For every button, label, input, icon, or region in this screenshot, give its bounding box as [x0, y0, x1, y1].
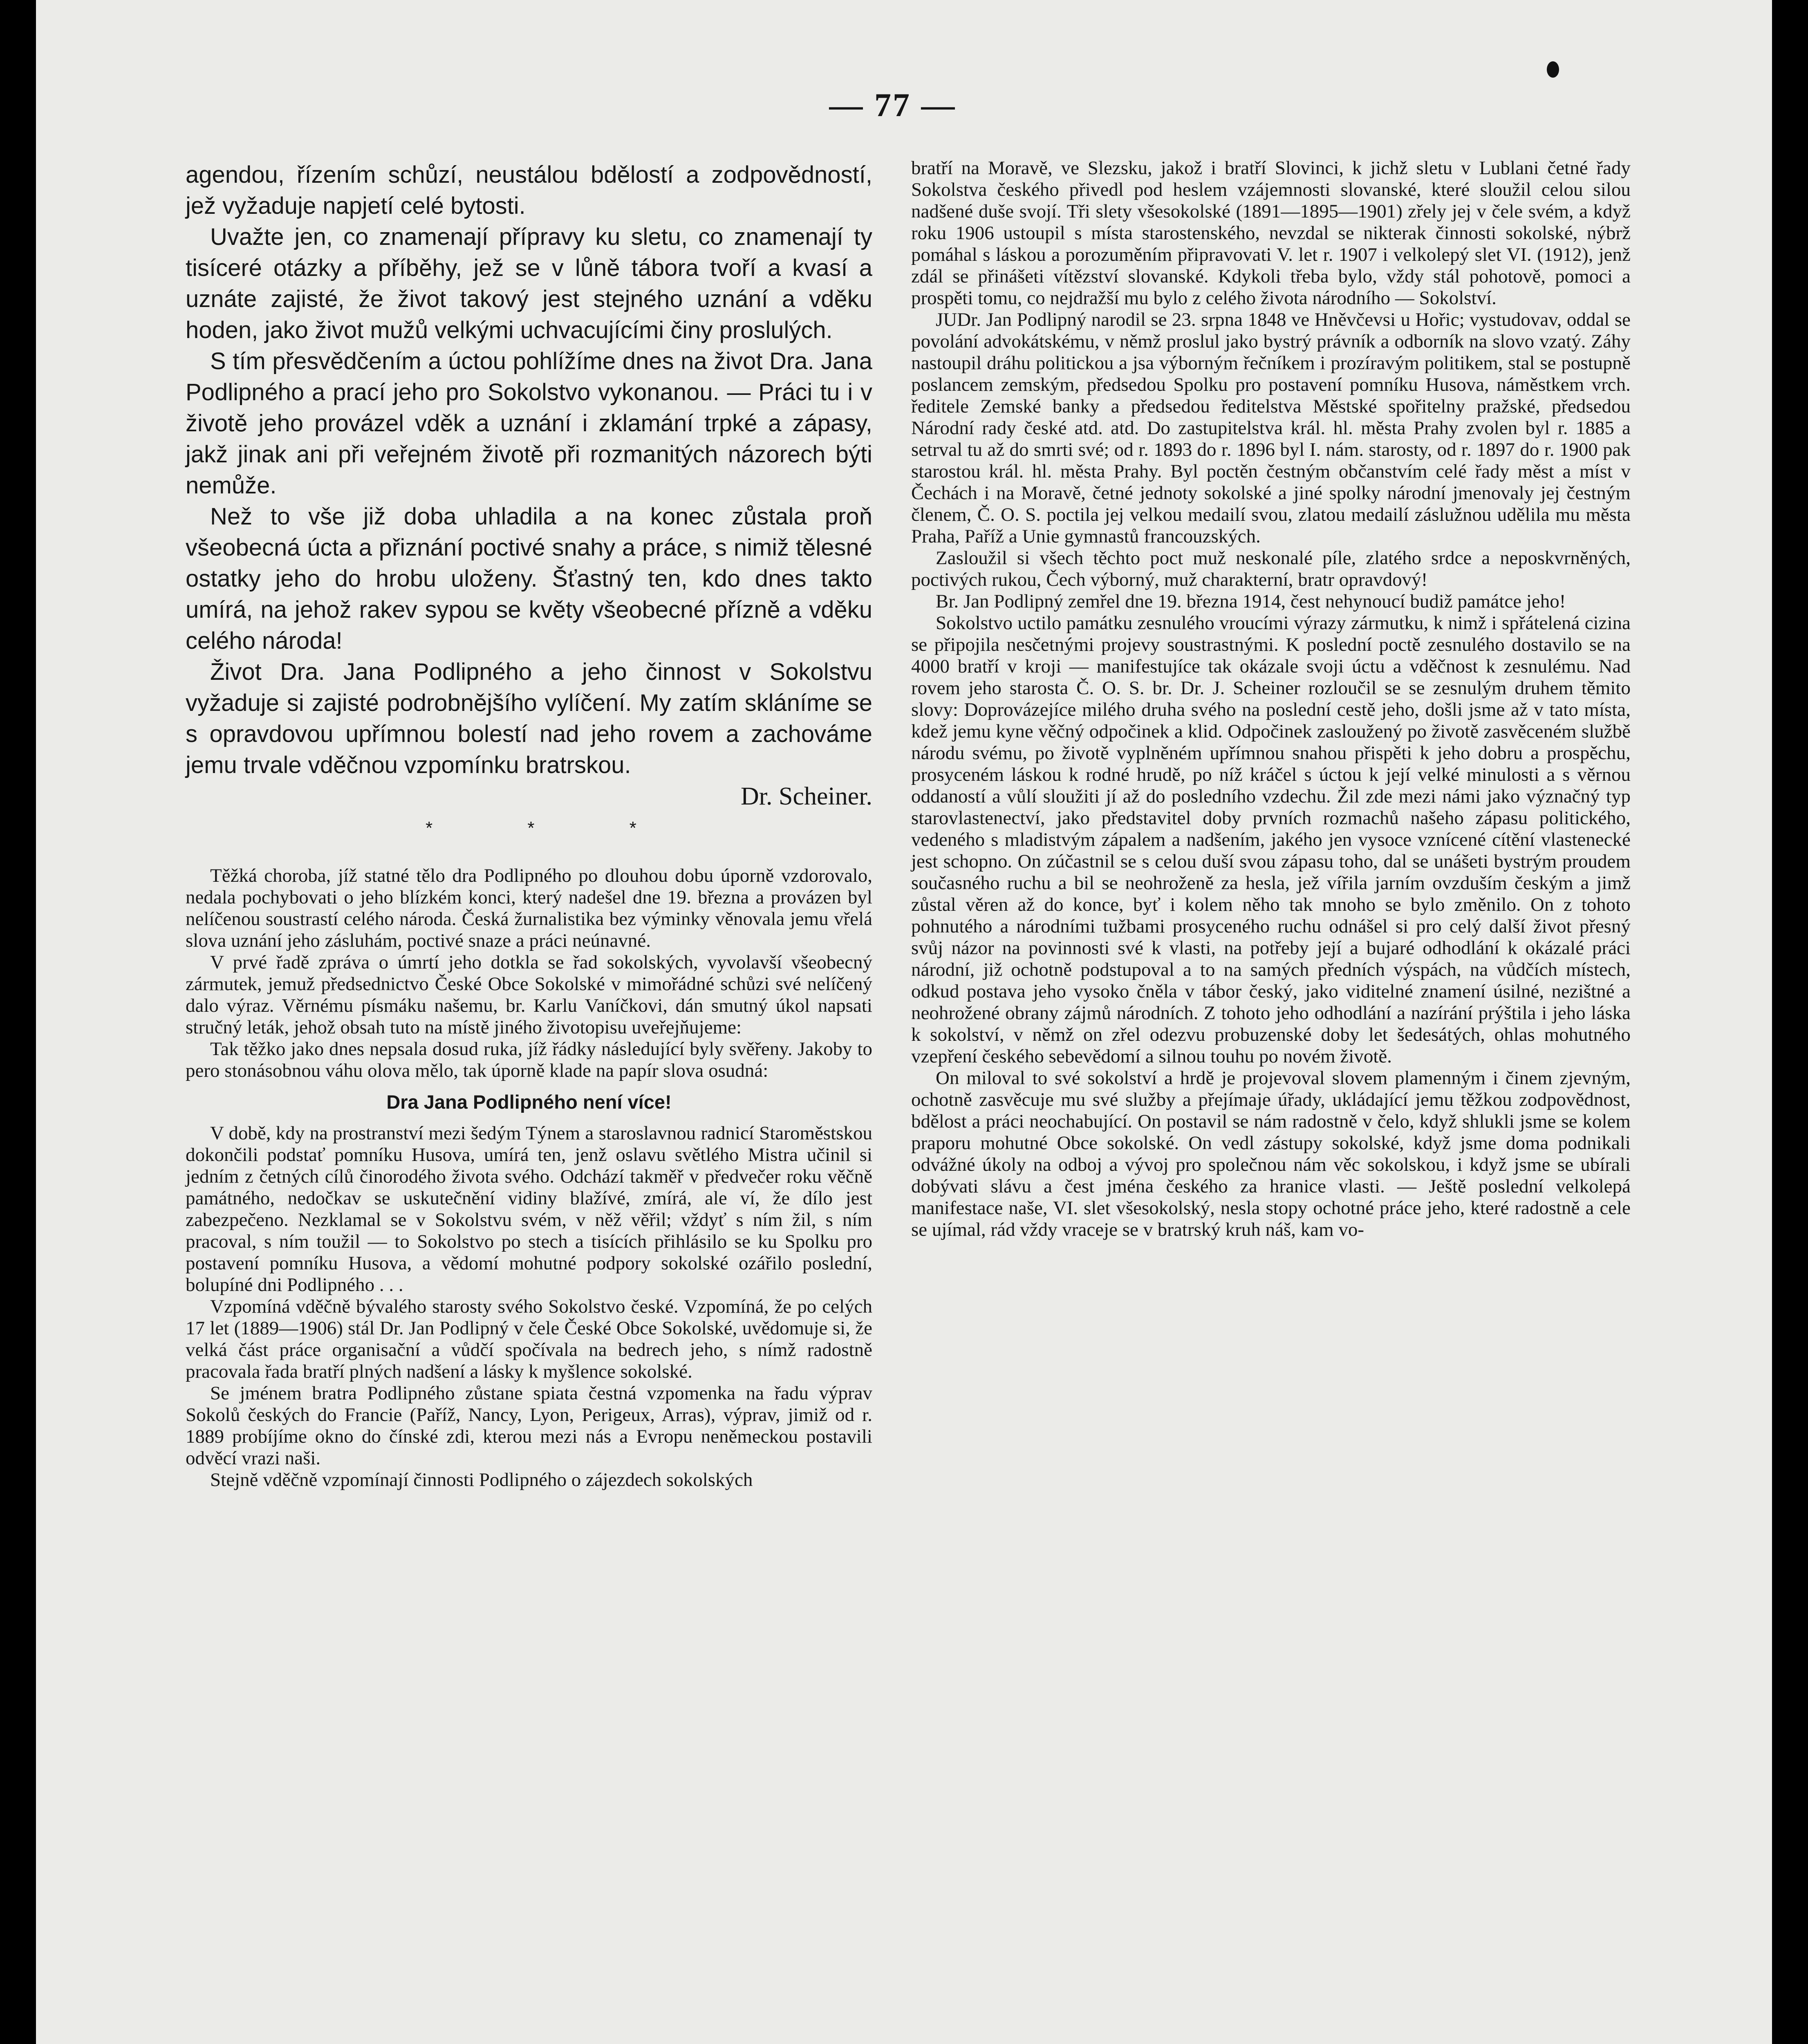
right-paragraph-6: On miloval to své sokolství a hrdě je projevoval slovem plamenným i činem zjevným, ochotně zasvěcuje mu své služby a přejímaje úřady, ukládající jemu těžkou zodpovědnost, bdělost a práci neochabující. On postavil se nám radostně v čelo, když shlukli jsme se kolem praporu mohutné Obce sokolské. On vedl zástupy sokolské, když jsme doma podnikali odvážné úkoly na odboj a vývoj pro společnou nám věc sokolskou, i když jsme se ubírali dobývati slávu a čest jména českého za hranice vlasti. — Ještě poslední velkolepá manifestace naše, VI. slet všesokolský, nesla stopy ochotné práce jeho, které radostně a cele se ujímal, rád vždy vraceje se v bratrský kruh náš, kam vo-: [911, 1067, 1631, 1240]
signature: Dr. Scheiner.: [741, 782, 872, 810]
section-heading: Dra Jana Podlipného není více!: [386, 1091, 672, 1113]
intro-paragraph-1: agendou, řízením schůzí, neustálou bdělostí a zodpovědností, jež vyžaduje napjetí celé bytosti.: [186, 161, 872, 219]
intro-paragraph-4: Než to vše již doba uhladila a na konec zůstala proň všeobecná úcta a přiznání poctivé snahy a práce, s nimiž tělesné ostatky jeho do hrobu uloženy. Šťastný ten, kdo dnes takto umírá, na jehož rakev sypou se květy všeobecné přízně a vděku celého národa!: [186, 503, 872, 654]
body-paragraph-3: Tak těžko jako dnes nepsala dosud ruka, jíž řádky následující byly svěřeny. Jakoby to pero stonásobnou váhu olova mělo, tak úporně klade na papír slova osudná:: [186, 1038, 872, 1081]
body-paragraph-6: Se jménem bratra Podlipného zůstane spiata čestná vzpomenka na řadu výprav Sokolů českých do Francie (Paříž, Nancy, Lyon, Perigeux, Arras), výprav, jimiž od r. 1889 probíjíme okno do čínské zdi, kterou mezi nás a Evropu neněmeckou postavili odvěcí vrazi naši.: [186, 1383, 872, 1469]
body-paragraph-7: Stejně vděčně vzpomínají činnosti Podlipného o zájezdech sokolských: [210, 1469, 753, 1490]
right-paragraph-1: bratří na Moravě, ve Slezsku, jakož i bratří Slovinci, k jichž sletu v Lublani četné řady Sokolstva českého přivedl pod heslem vzájemnosti slovanské, které sloužil celou silou nadšené duše svojí. Tři slety všesokolské (1891—1895—1901) zřely jej v čele svém, a když roku 1906 ustoupil s místa starostenského, nevzdal se nikterak činnosti sokolské, nýbrž pomáhal s láskou a porozuměním připravovati V. let r. 1907 i velkolepý slet VI. (1912), jenž zdál se přinášeti vítězství slovanské. Kdykoli třeba bylo, vždy stál pohotově, pomoci a prospěti tomu, co nejdražší mu bylo z celého života národního — Sokolství.: [911, 157, 1631, 309]
scan-border-right: [1772, 0, 1790, 2044]
right-paragraph-3: Zasloužil si všech těchto poct muž neskonalé píle, zlatého srdce a neposkvrněných, poctivých rukou, Čech výborný, muž charakterní, bratr opravdový!: [911, 547, 1631, 590]
left-column: [186, 159, 872, 1491]
intro-paragraph-2: Uvažte jen, co znamenají přípravy ku sletu, co znamenají ty tisíceré otázky a příběhy, jež se v lůně tábora tvoří a kvasí a uznáte zajisté, že život takový jest stejného uznání a vděku hoden, jako život mužů velkými uchvacujícími činy proslulých.: [186, 224, 872, 343]
intro-paragraph-3: S tím přesvědčením a úctou pohlížíme dnes na život Dra. Jana Podlipného a prací jeho pro Sokolstvo vykonanou. — Práci tu i v životě jeho provázel vděk a uznání i zklamání trpké a zápasy, jakž jinak ani při veřejném životě při rozmanitých názorech býti nemůže.: [186, 348, 872, 499]
body-paragraph-5: Vzpomíná vděčně bývalého starosty svého Sokolstvo české. Vzpomíná, že po celých 17 let (1889—1906) stál Dr. Jan Podlipný v čele České Obce Sokolské, uvědomuje si, že velká část práce organisační a vůdčí spočívala na bedrech jeho, s nímž radostně pracovala řada bratří plných nadšení a lásky k myšlence sokolské.: [186, 1296, 872, 1382]
right-paragraph-5: Sokolstvo uctilo památku zesnulého vroucími výrazy zármutku, k nimž i spřátelená cizina se připojila nesčetnými projevy soustrastnými. K poslední poctě zesnulého dostavilo se na 4000 bratří v kroji — manifestujíce tak okázale svoji úctu a vděčnost k zesnulému. Nad rovem jeho starosta Č. O. S. br. Dr. J. Scheiner rozloučil se se zesnulým druhem těmito slovy: Doprovázejíce milého druha svého na poslední cestě jeho, došli jsme až v tato místa, kdež jemu kyne věčný odpočinek a klid. Odpočinek zasloužený po životě zasvěceném službě národu svému, po životě vyplněném upřímnou snahou přispěti k jeho dobru a prospěchu, prosyceném láskou k rodné hrudě, po níž kráčel s úctou k její velké minulosti a s věrnou oddaností a vůlí sloužiti jí až do posledního vzdechu. Žil zde mezi námi jako význačný typ starovlastenectví, jako představitel doby prvních rozmachů našeho zápasu politického, vedeného s mladistvým zápalem a nadšením, jakého jen vysoce vznícené cítění vlastenecké jest schopno. On zúčastnil se s celou duší svou zápasu toho, dal se unášeti bystrým proudem současného ruchu a bil se neohroženě za hesla, jež vířila jarním ovzduším českým a jimž zůstal věren až do konce, byť i kolem něho tak mnoho se bylo změnilo. On z tohoto pohnutého a národními tužbami prosyceného ruchu odnášel si pro celý další život přesný svůj názor na povinnosti své k vlasti, na potřeby její a bujaré odhodlání k okázalé práci národní, již ochotně podstupoval a to na samých předních výspách, na vůdčích místech, odkud postava jeho vysoko čněla v tábor český, jako viditelné znamení úsilné, nezištné a neohrožené obrany zájmů národních. Z tohoto jeho odhodlání a nazírání prýštila i jeho láska k sokolství, v němž on zřel odezvu probuzenské doby let šedesátých, ohlas mohutného vzepření českého sebevědomí a silnou touhu po novém životě.: [911, 612, 1631, 1067]
intro-paragraph-5: Život Dra. Jana Podlipného a jeho činnost v Sokolstvu vyžaduje si zajisté podrobnějšího vylíčení. My zatím skláníme se s opravdovou upřímnou bolestí nad jeho rovem a zachováme jemu trvale vděčnou vzpomínku bratrskou.: [186, 659, 872, 778]
body-paragraph-2: V prvé řadě zpráva o úmrtí jeho dotkla se řad sokolských, vyvolavší všeobecný zármutek, jemuž předsednictvo České Obce Sokolské v mimořádné schůzi své nelíčený dalo výraz. Věrnému písmáku našemu, br. Karlu Vaníčkovi, dán smutný úkol napsati stručný leták, jehož obsah tuto na místě jiného životopisu uveřejňujeme:: [186, 952, 872, 1038]
scan-border-left: [18, 0, 36, 2044]
page: [18, 0, 1790, 2044]
body-paragraph-1: Těžká choroba, jíž statné tělo dra Podlipného po dlouhou dobu úporně vzdorovalo, nedala pochybovati o jeho blízkém konci, který nadešel dne 19. března a provázen byl nelíčenou soustrastí celého národa. Česká žurnalistika bez výminky věnovala jemu vřelá slova uznání jeho zásluhám, poctivé snaze a práci neúnavné.: [186, 865, 872, 951]
section-separator: * * *: [426, 818, 681, 838]
page-number: — 77 —: [829, 86, 957, 123]
ink-dot: [1547, 61, 1559, 78]
right-paragraph-2: JUDr. Jan Podlipný narodil se 23. srpna 1848 ve Hněvčevsi u Hořic; vystudovav, oddal se povolání advokátskému, v němž proslul jako bystrý právník a odborník na slovo vzatý. Záhy nastoupil dráhu politickou a jsa výborným řečníkem i prozíravým politikem, stal se postupně poslancem zemským, předsedou Spolku pro postavení pomníku Husova, náměstkem vrch. ředitele Zemské banky a předsedou ředitelstva Městské spořitelny pražské, předsedou Národní rady české atd. atd. Do zastupitelstva král. hl. města Prahy zvolen byl r. 1885 a setrval tu až do smrti své; od r. 1893 do r. 1896 byl I. nám. starosty, od r. 1897 do r. 1900 pak starostou král. hl. města Prahy. Byl poctěn čestným občanstvím celé řady měst a míst v Čechách i na Moravě, četné jednoty sokolské a jiné spolky národní jmenovaly jej čestným členem, Č. O. S. poctila jej velkou medailí svou, zlatou medailí záslužnou udělila mu města Praha, Paříž a Unie gymnastů francouzských.: [911, 309, 1631, 547]
right-paragraph-4: Br. Jan Podlipný zemřel dne 19. března 1914, čest nehynoucí budiž památce jeho!: [936, 591, 1566, 612]
right-column: [911, 157, 1631, 1241]
body-paragraph-4: V době, kdy na prostranství mezi šedým Týnem a staroslavnou radnicí Staroměstskou dokončili podstať pomníku Husova, umírá ten, jenž oslavu světlého Mistra učinil si jedním z četných cílů činorodého života svého. Odchází takměř v předvečer roku věčně památného, nedočkav se uskutečnění vidiny blažívé, zmírá, ale ví, že dílo jest zabezpečeno. Nezklamal se v Sokolstvu svém, v něž věřil; vždyť s ním žil, s ním pracoval, s ním toužil — to Sokolstvo po stech a tisících přihlásilo se ku Spolku pro postavení pomníku Husova, a vědomí mohutné podpory sokolské ozářilo poslední, bolupíné dni Podlipného . . .: [186, 1123, 872, 1295]
